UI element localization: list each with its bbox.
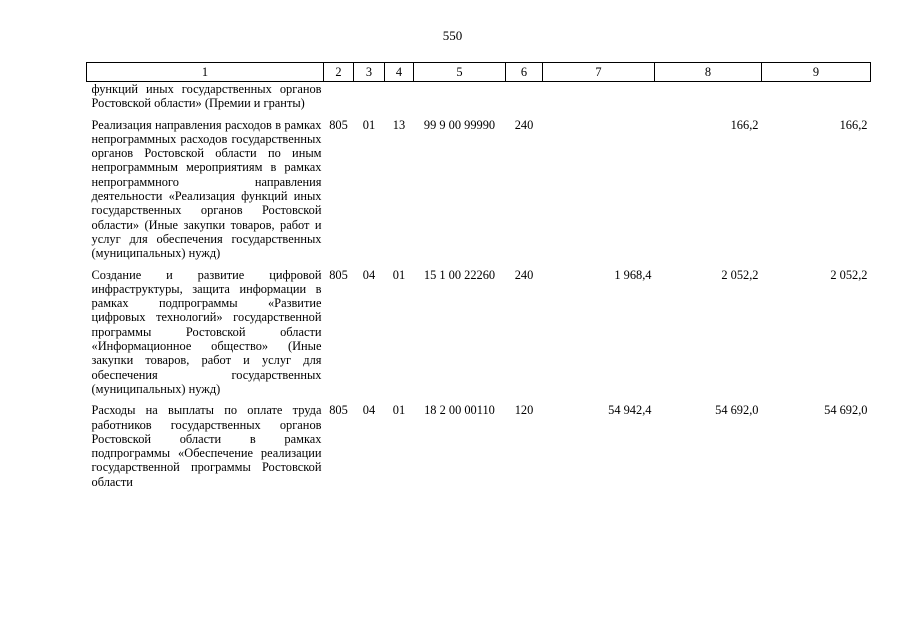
table-row	[87, 116, 871, 266]
cell-amount-1: 1 968,4	[614, 267, 652, 282]
column-header: 7	[543, 63, 655, 82]
cell-amount-2: 2 052,2	[721, 267, 759, 282]
table-row	[87, 266, 871, 402]
cell-ministry: 805	[329, 267, 348, 282]
cell-ministry: 805	[329, 117, 348, 132]
column-header: 8	[655, 63, 762, 82]
cell-section: 04	[362, 267, 376, 282]
column-header: 1	[87, 63, 324, 82]
cell-amount-2: 166,2	[730, 117, 759, 132]
cell-amount-3: 54 692,0	[824, 403, 868, 418]
table-header-row	[87, 63, 871, 82]
cell-amount-3: 166,2	[839, 117, 868, 132]
cell-expense-type	[506, 82, 543, 116]
cell-expense-type: 120	[514, 403, 534, 418]
cell-section	[354, 82, 385, 116]
cell-expense-type: 240	[514, 267, 534, 282]
cell-ministry: 805	[329, 403, 348, 418]
cell-amount-1	[543, 82, 655, 116]
cell-amount-3: 2 052,2	[830, 267, 868, 282]
cell-amount-2	[655, 82, 762, 116]
cell-ministry	[324, 82, 354, 116]
cell-subsection: 13	[392, 117, 406, 132]
row-description: Расходы на выплаты по оплате труда работников государственных органов Ростовской области в рамках подпрограммы «Обеспечение реализации государственной программы Ростовской области	[91, 403, 322, 489]
column-header: 6	[506, 63, 543, 82]
column-header: 5	[414, 63, 506, 82]
cell-amount-3	[762, 82, 871, 116]
column-header: 2	[324, 63, 354, 82]
budget-table	[86, 62, 871, 494]
cell-subsection: 01	[392, 403, 406, 418]
row-description: Создание и развитие цифровой инфраструктуры, защита информации в рамках подпрограммы «Развитие цифровых технологий» государственной программы Ростовской области «Информационное общество» (Иные закупки товаров, работ и услуг для обеспечения государственных (муниципальных) нужд)	[91, 267, 322, 396]
cell-target-article	[414, 82, 506, 116]
column-header: 3	[354, 63, 385, 82]
row-description: Реализация направления расходов в рамках непрограммных расходов государственных органов Ростовской области по иным непрограммным мероприятиям в рамках непрограммного направления деятельности «Реализация функций иных государственных органов Ростовской области» (Иные закупки товаров, работ и услуг для обеспечения государственных (муниципальных) нужд)	[91, 117, 322, 261]
table-row	[87, 401, 871, 494]
page-number: 550	[442, 28, 463, 43]
cell-amount-2: 54 692,0	[715, 403, 759, 418]
cell-subsection: 01	[392, 267, 406, 282]
cell-section: 01	[362, 117, 376, 132]
column-header: 9	[762, 63, 871, 82]
cell-target-article: 15 1 00 22260	[423, 267, 496, 282]
cell-expense-type: 240	[514, 117, 534, 132]
cell-target-article: 18 2 00 00110	[424, 403, 495, 418]
table-row	[87, 82, 871, 116]
row-description: функций иных государственных органов Ростовской области» (Премии и гранты)	[91, 82, 322, 111]
cell-subsection	[385, 82, 414, 116]
cell-section: 04	[362, 403, 376, 418]
column-header: 4	[385, 63, 414, 82]
cell-amount-1	[543, 116, 655, 266]
cell-target-article: 99 9 00 99990	[423, 117, 496, 132]
cell-amount-1: 54 942,4	[608, 403, 652, 418]
